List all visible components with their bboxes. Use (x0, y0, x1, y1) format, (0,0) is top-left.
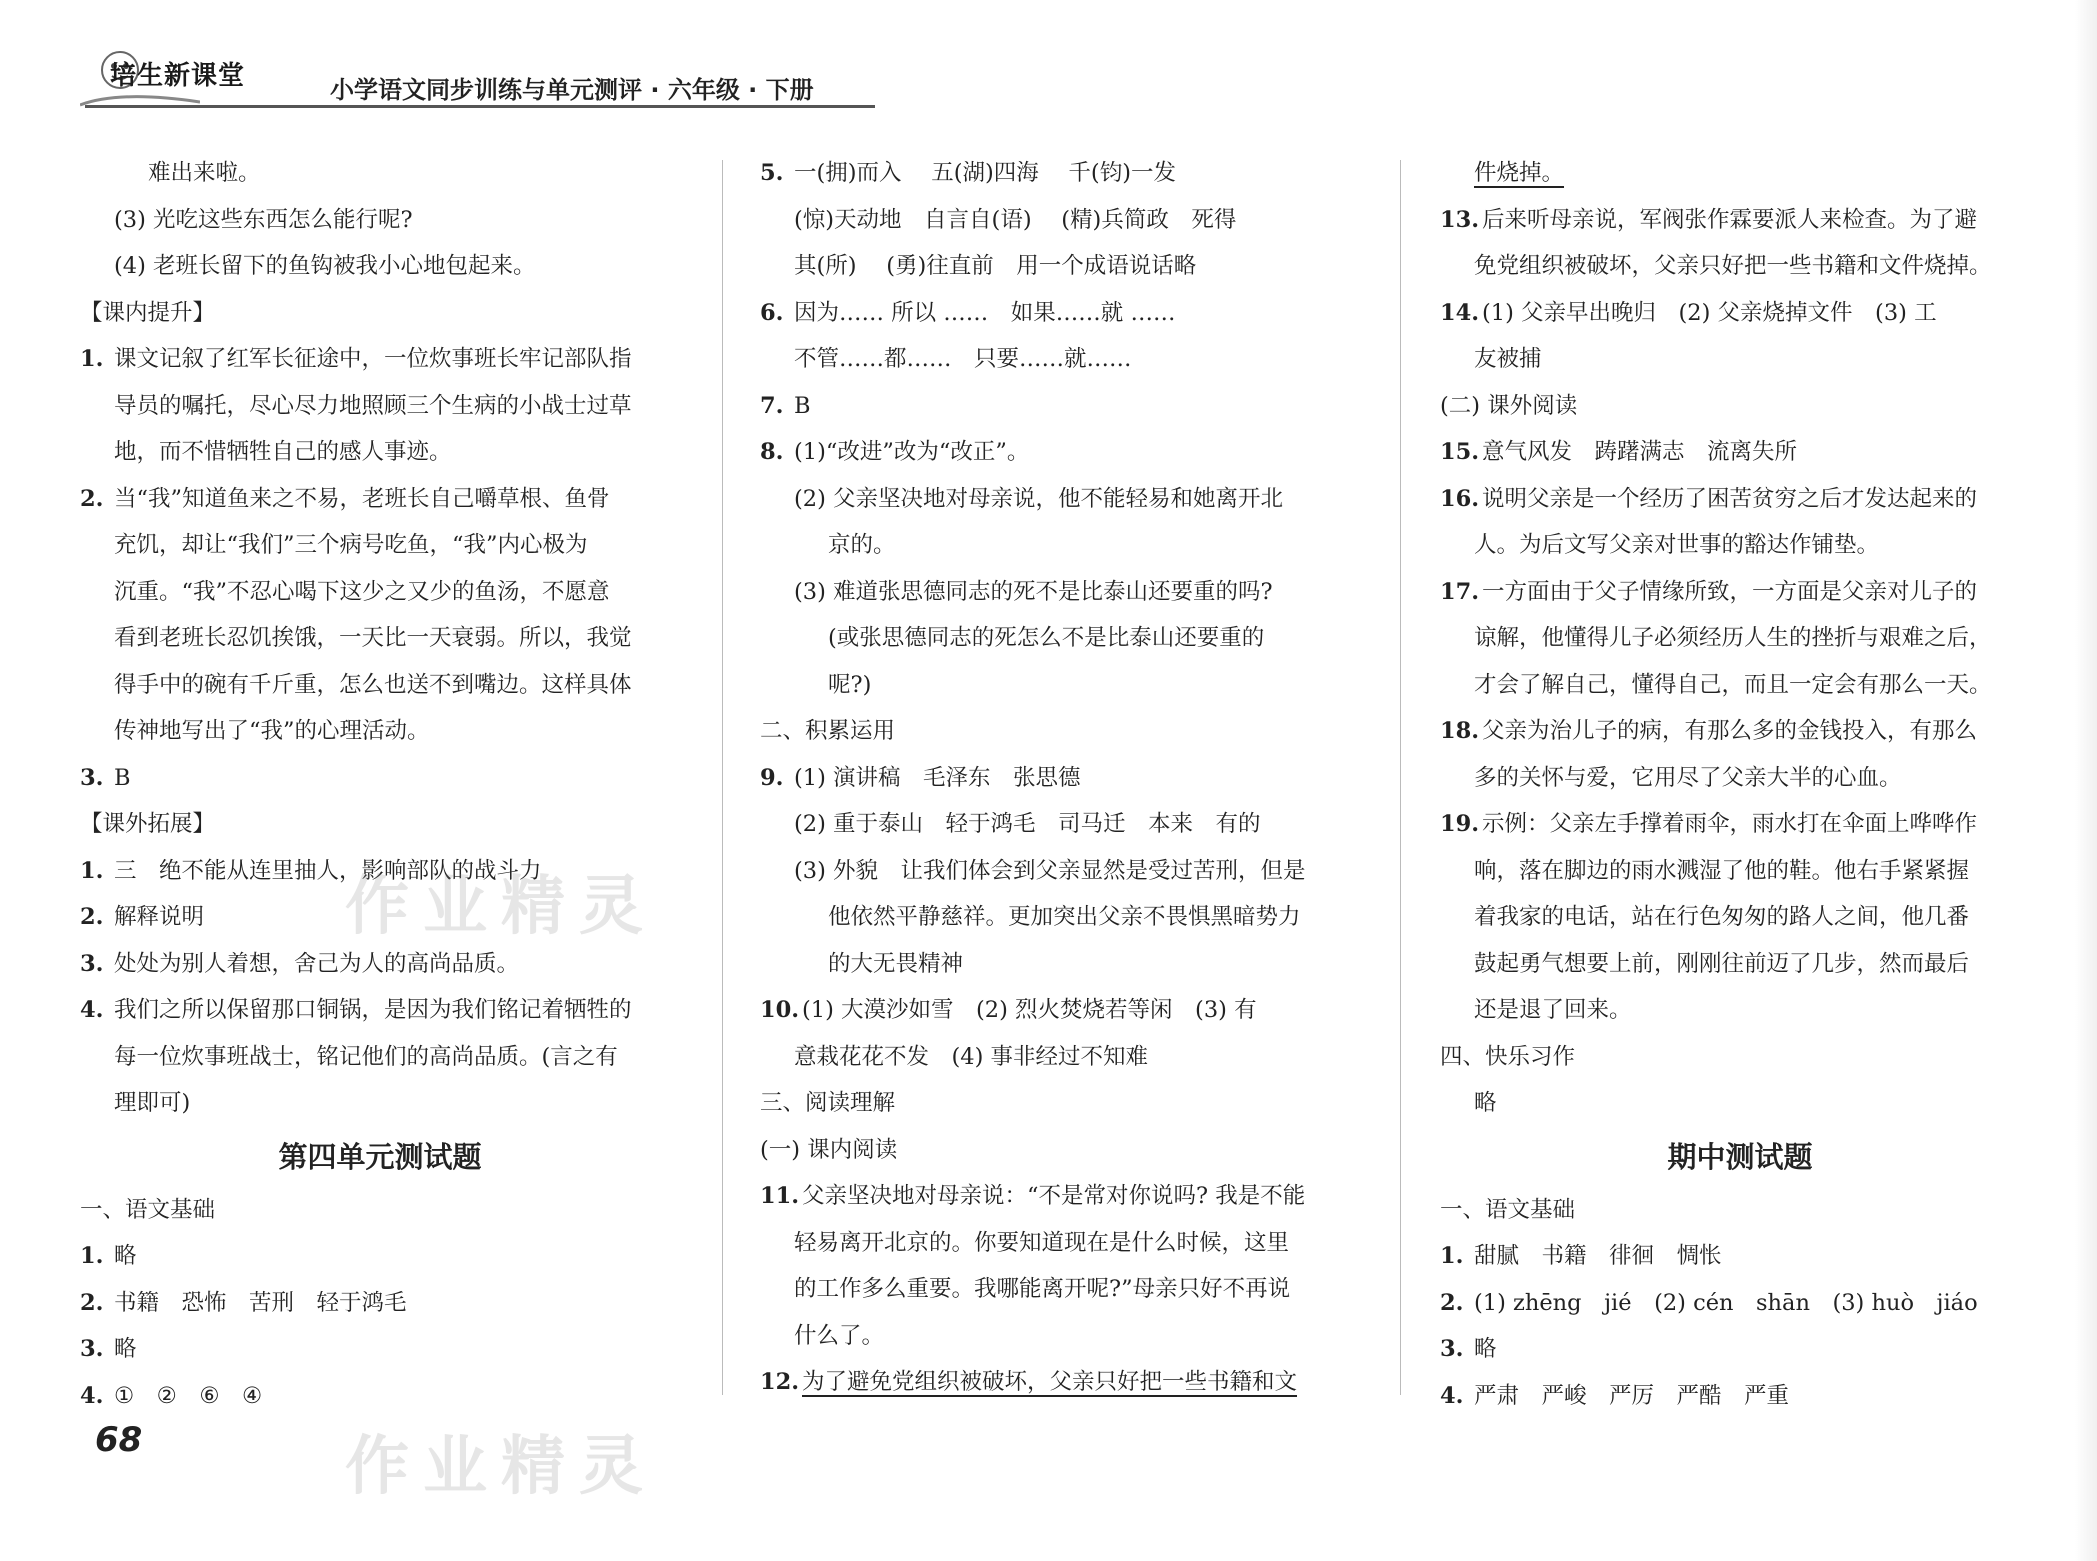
answer-line (80, 150, 680, 197)
answer-text: 其(所) (勇)往直前 用一个成语说话略 (794, 253, 1197, 279)
answer-text: 不管……都…… 只要……就…… (794, 346, 1132, 372)
answer-text: 充饥，却让“我们”三个病号吃鱼，“我”内心极为 (114, 532, 588, 558)
answer-text: 三、阅读理解 (760, 1090, 896, 1116)
answer-line (80, 1326, 680, 1373)
answer-column-right (1440, 150, 2040, 1419)
answer-text: (或张思德同志的死怎么不是比泰山还要重的 (828, 625, 1265, 651)
answer-line (760, 476, 1360, 523)
answer-text: 人。为后文写父亲对世事的豁达作铺垫。 (1474, 532, 1880, 558)
answer-text: 甜腻 书籍 徘徊 惆怅 (1474, 1243, 1722, 1269)
answer-line (1440, 522, 2040, 569)
answer-line (80, 1280, 680, 1327)
answer-line (760, 708, 1360, 755)
answer-text: 一、语文基础 (80, 1196, 216, 1223)
answer-text: 略 (114, 1336, 137, 1362)
answer-text: 才会了解自己，懂得自己，而且一定会有那么一天。 (1474, 671, 1992, 698)
question-number: 7. (760, 392, 784, 419)
answer-line (1440, 569, 2040, 616)
answer-text: (1) zhēng jié (2) cén shān (3) huò jiáo (1474, 1289, 1978, 1316)
question-number: 4. (1440, 1382, 1464, 1409)
answer-line (760, 1220, 1360, 1267)
answer-line (1440, 429, 2040, 476)
section-title: 期中测试题 (1667, 1139, 1813, 1174)
answer-line (80, 1034, 680, 1081)
answer-text: 书籍 恐怖 苦刑 轻于鸿毛 (114, 1289, 407, 1316)
answer-text: 友被捕 (1474, 346, 1542, 372)
answer-column-middle (760, 150, 1360, 1406)
answer-text: 一方面由于父子情缘所致，一方面是父亲对儿子的 (1482, 578, 1978, 605)
answer-line (1440, 150, 2040, 197)
torn-edge (2075, 0, 2097, 1561)
answer-line (760, 336, 1360, 383)
answer-line (1440, 941, 2040, 988)
answer-text: (3) 外貌 让我们体会到父亲显然是受过苦刑，但是 (794, 857, 1306, 884)
answer-line (80, 197, 680, 244)
answer-line (80, 476, 680, 523)
answer-line (1440, 383, 2040, 430)
answer-line (80, 522, 680, 569)
answer-text: (惊)天动地 自言自(语) (精)兵简政 死得 (794, 206, 1237, 233)
answer-text: (3) 光吃这些东西怎么能行呢? (114, 206, 413, 233)
answer-line (760, 987, 1360, 1034)
answer-line (80, 1233, 680, 1280)
answer-text: 意栽花花不发 (4) 事非经过不知难 (794, 1043, 1149, 1070)
answer-line (80, 1187, 680, 1234)
answer-text: 他依然平静慈祥。更加突出父亲不畏惧黑暗势力 (828, 904, 1301, 930)
question-number: 3. (1440, 1336, 1464, 1362)
answer-line (760, 383, 1360, 430)
answer-line (760, 662, 1360, 709)
header-logo: 培生新课堂 (110, 61, 246, 91)
answer-text: 一(拥)而入 五(湖)四海 千(钧)一发 (794, 160, 1176, 186)
watermark-text: 作业精灵 (345, 1430, 657, 1504)
question-number: 3. (80, 1336, 104, 1362)
answer-line (760, 1313, 1360, 1360)
answer-text: 当“我”知道鱼来之不易，老班长自己嚼草根、鱼骨 (114, 485, 610, 512)
question-number: 13. (1440, 206, 1480, 233)
question-number: 1. (80, 1243, 104, 1269)
question-number: 10. (760, 997, 800, 1023)
answer-text: B (114, 764, 131, 791)
answer-text: 沉重。“我”不忍心喝下这少之又少的鱼汤，不愿意 (114, 578, 610, 605)
question-number: 17. (1440, 578, 1480, 605)
answer-line (80, 290, 680, 337)
answer-line (80, 662, 680, 709)
question-number: 2. (80, 1289, 104, 1316)
answer-text: 还是退了回来。 (1474, 997, 1632, 1023)
question-number: 18. (1440, 718, 1480, 744)
answer-text: 传神地写出了“我”的心理活动。 (114, 718, 430, 744)
answer-line (1440, 1280, 2040, 1327)
question-number: 9. (760, 764, 784, 791)
answer-text: 示例：父亲左手撑着雨伞，雨水打在伞面上哗哗作 (1482, 811, 1978, 837)
question-number: 14. (1440, 299, 1480, 326)
answer-text: 课文记叙了红军长征途中，一位炊事班长牢记部队指 (114, 346, 632, 372)
answer-line (760, 429, 1360, 476)
answer-text: 难出来啦。 (148, 160, 261, 186)
answer-text: 看到老班长忍饥挨饿，一天比一天衰弱。所以，我觉 (114, 625, 632, 651)
section-title: 第四单元测试题 (278, 1139, 482, 1174)
header-title: 小学语文同步训练与单元测评 · 六年级 · 下册 (330, 76, 814, 104)
answer-text: 四、快乐习作 (1440, 1043, 1576, 1070)
answer-text: 着我家的电话，站在行色匆匆的路人之间，他几番 (1474, 904, 1970, 930)
question-number: 6. (760, 299, 784, 326)
answer-line (1440, 615, 2040, 662)
answer-text: (1) 大漠沙如雪 (2) 烈火焚烧若等闲 (3) 有 (802, 997, 1257, 1023)
answer-line (760, 522, 1360, 569)
answer-text: 解释说明 (114, 904, 205, 930)
answer-text: 略 (1474, 1336, 1497, 1362)
answer-line (80, 987, 680, 1034)
answer-line (760, 243, 1360, 290)
answer-line (760, 197, 1360, 244)
answer-text: 免党组织被破坏，父亲只好把一些书籍和文件烧掉。 (1474, 253, 1992, 279)
answer-line (1440, 476, 2040, 523)
answer-line (760, 1080, 1360, 1127)
answer-line (1440, 755, 2040, 802)
answer-line (80, 336, 680, 383)
answer-text: 二、积累运用 (760, 718, 896, 744)
answer-text: 导员的嘱托，尽心尽力地照顾三个生病的小战士过草 (114, 392, 632, 419)
answer-line (1440, 1233, 2040, 1280)
answer-text: 一、语文基础 (1440, 1196, 1576, 1223)
question-number: 1. (80, 857, 104, 884)
answer-line (760, 848, 1360, 895)
answer-text: 父亲为治儿子的病，有那么多的金钱投入，有那么 (1482, 718, 1978, 744)
answer-text: 意气风发 踌躇满志 流离失所 (1482, 439, 1798, 465)
answer-text: 严肃 严峻 严厉 严酷 严重 (1474, 1382, 1790, 1409)
answer-text: 三 绝不能从连里抽人，影响部队的战斗力 (114, 857, 542, 884)
question-number: 19. (1440, 811, 1480, 837)
question-number: 2. (1440, 1289, 1464, 1316)
answer-line (760, 801, 1360, 848)
answer-line (760, 941, 1360, 988)
answer-line (760, 1359, 1360, 1406)
answer-line (1440, 1187, 2040, 1234)
question-number: 4. (80, 1382, 104, 1409)
answer-line (1440, 290, 2040, 337)
answer-text: ① ② ⑥ ④ (114, 1382, 263, 1409)
answer-text: 略 (114, 1243, 137, 1269)
question-number: 1. (80, 346, 104, 372)
answer-line (1440, 987, 2040, 1034)
answer-line (1440, 1080, 2040, 1127)
answer-line (80, 243, 680, 290)
answer-text: (3) 难道张思德同志的死不是比泰山还要重的吗? (794, 578, 1273, 605)
answer-text: 后来听母亲说，军阀张作霖要派人来检查。为了避 (1482, 206, 1978, 233)
answer-text: 件烧掉。 (1474, 160, 1565, 186)
answer-line (1440, 801, 2040, 848)
answer-line (760, 1127, 1360, 1174)
answer-line (80, 941, 680, 988)
answer-text: (1) 父亲早出晚归 (2) 父亲烧掉文件 (3) 工 (1482, 299, 1937, 326)
column-divider-1 (722, 160, 723, 1395)
answer-text: 响，落在脚边的雨水溅湿了他的鞋。他右手紧紧握 (1474, 857, 1970, 884)
answer-line (80, 429, 680, 476)
answer-line (760, 569, 1360, 616)
question-number: 1. (1440, 1243, 1464, 1269)
answer-text: 的大无畏精神 (828, 950, 964, 977)
answer-line (1440, 197, 2040, 244)
answer-text: 【课内提升】 (80, 299, 216, 326)
watermark-text: 作业精灵 (345, 870, 657, 944)
answer-text: 每一位炊事班战士，铭记他们的高尚品质。(言之有 (114, 1043, 618, 1070)
answer-text: (一) 课内阅读 (760, 1136, 898, 1163)
question-number: 2. (80, 485, 104, 512)
question-number: 8. (760, 439, 784, 465)
answer-line (80, 615, 680, 662)
answer-line (760, 290, 1360, 337)
answer-text: 的工作多么重要。我哪能离开呢?”母亲只好不再说 (794, 1276, 1291, 1302)
answer-text: 什么了。 (794, 1322, 885, 1349)
answer-line (760, 150, 1360, 197)
answer-line (1440, 336, 2040, 383)
answer-line (760, 894, 1360, 941)
answer-text: (1) 演讲稿 毛泽东 张思德 (794, 764, 1081, 791)
answer-text: (1)“改进”改为“改正”。 (794, 439, 1030, 465)
answer-text: 多的关怀与爱，它用尽了父亲大半的心血。 (1474, 764, 1902, 791)
answer-line (1440, 708, 2040, 755)
answer-line (80, 801, 680, 848)
question-number: 11. (760, 1183, 800, 1209)
answer-text: 谅解，他懂得儿子必须经历人生的挫折与艰难之后， (1474, 625, 1992, 651)
answer-line (760, 1266, 1360, 1313)
answer-text: 略 (1474, 1090, 1497, 1116)
answer-line (1440, 894, 2040, 941)
header-divider (85, 105, 875, 108)
answer-line (1440, 1326, 2040, 1373)
answer-text: 说明父亲是一个经历了困苦贫穷之后才发达起来的 (1482, 485, 1978, 512)
answer-text: 理即可) (114, 1090, 191, 1116)
question-number: 15. (1440, 439, 1480, 465)
page-number: 68 (95, 1420, 143, 1460)
answer-text: (2) 父亲坚决地对母亲说，他不能轻易和她离开北 (794, 485, 1284, 512)
answer-line (760, 1034, 1360, 1081)
answer-text: 呢?) (828, 671, 872, 698)
answer-line (1440, 1373, 2040, 1420)
answer-text: 父亲坚决地对母亲说：“不是常对你说吗? 我是不能 (802, 1183, 1306, 1209)
column-divider-2 (1400, 160, 1401, 1395)
answer-line (760, 755, 1360, 802)
answer-text: 得手中的碗有千斤重，怎么也送不到嘴边。这样具体 (114, 671, 632, 698)
question-number: 4. (80, 997, 104, 1023)
answer-line (80, 708, 680, 755)
answer-text: 为了避免党组织被破坏，父亲只好把一些书籍和文 (802, 1369, 1298, 1395)
answer-line (760, 615, 1360, 662)
answer-line (80, 569, 680, 616)
question-number: 16. (1440, 485, 1480, 512)
answer-line (80, 1080, 680, 1127)
answer-text: 因为…… 所以 …… 如果……就 …… (794, 299, 1176, 326)
question-number: 12. (760, 1369, 800, 1395)
answer-text: B (794, 392, 811, 419)
question-number: 3. (80, 764, 104, 791)
answer-line (80, 1373, 680, 1420)
answer-text: (2) 重于泰山 轻于鸿毛 司马迁 本来 有的 (794, 811, 1261, 837)
answer-text: (二) 课外阅读 (1440, 392, 1578, 419)
answer-line (1440, 848, 2040, 895)
answer-text: 我们之所以保留那口铜锅，是因为我们铭记着牺牲的 (114, 997, 632, 1023)
answer-line (1440, 243, 2040, 290)
answer-text: 京的。 (828, 532, 896, 558)
answer-line (80, 383, 680, 430)
answer-line (1440, 662, 2040, 709)
answer-line (80, 755, 680, 802)
question-number: 2. (80, 904, 104, 930)
answer-text: 处处为别人着想，舍己为人的高尚品质。 (114, 950, 520, 977)
answer-text: 【课外拓展】 (80, 811, 216, 837)
question-number: 3. (80, 950, 104, 977)
answer-line (1440, 1034, 2040, 1081)
answer-line (760, 1173, 1360, 1220)
answer-text: 鼓起勇气想要上前，刚刚往前迈了几步，然而最后 (1474, 950, 1970, 977)
answer-text: 轻易离开北京的。你要知道现在是什么时候，这里 (794, 1229, 1290, 1256)
answer-text: (4) 老班长留下的鱼钩被我小心地包起来。 (114, 253, 536, 279)
answer-column-left (80, 150, 680, 1419)
question-number: 5. (760, 160, 784, 186)
answer-text: 地，而不惜牺牲自己的感人事迹。 (114, 439, 452, 465)
